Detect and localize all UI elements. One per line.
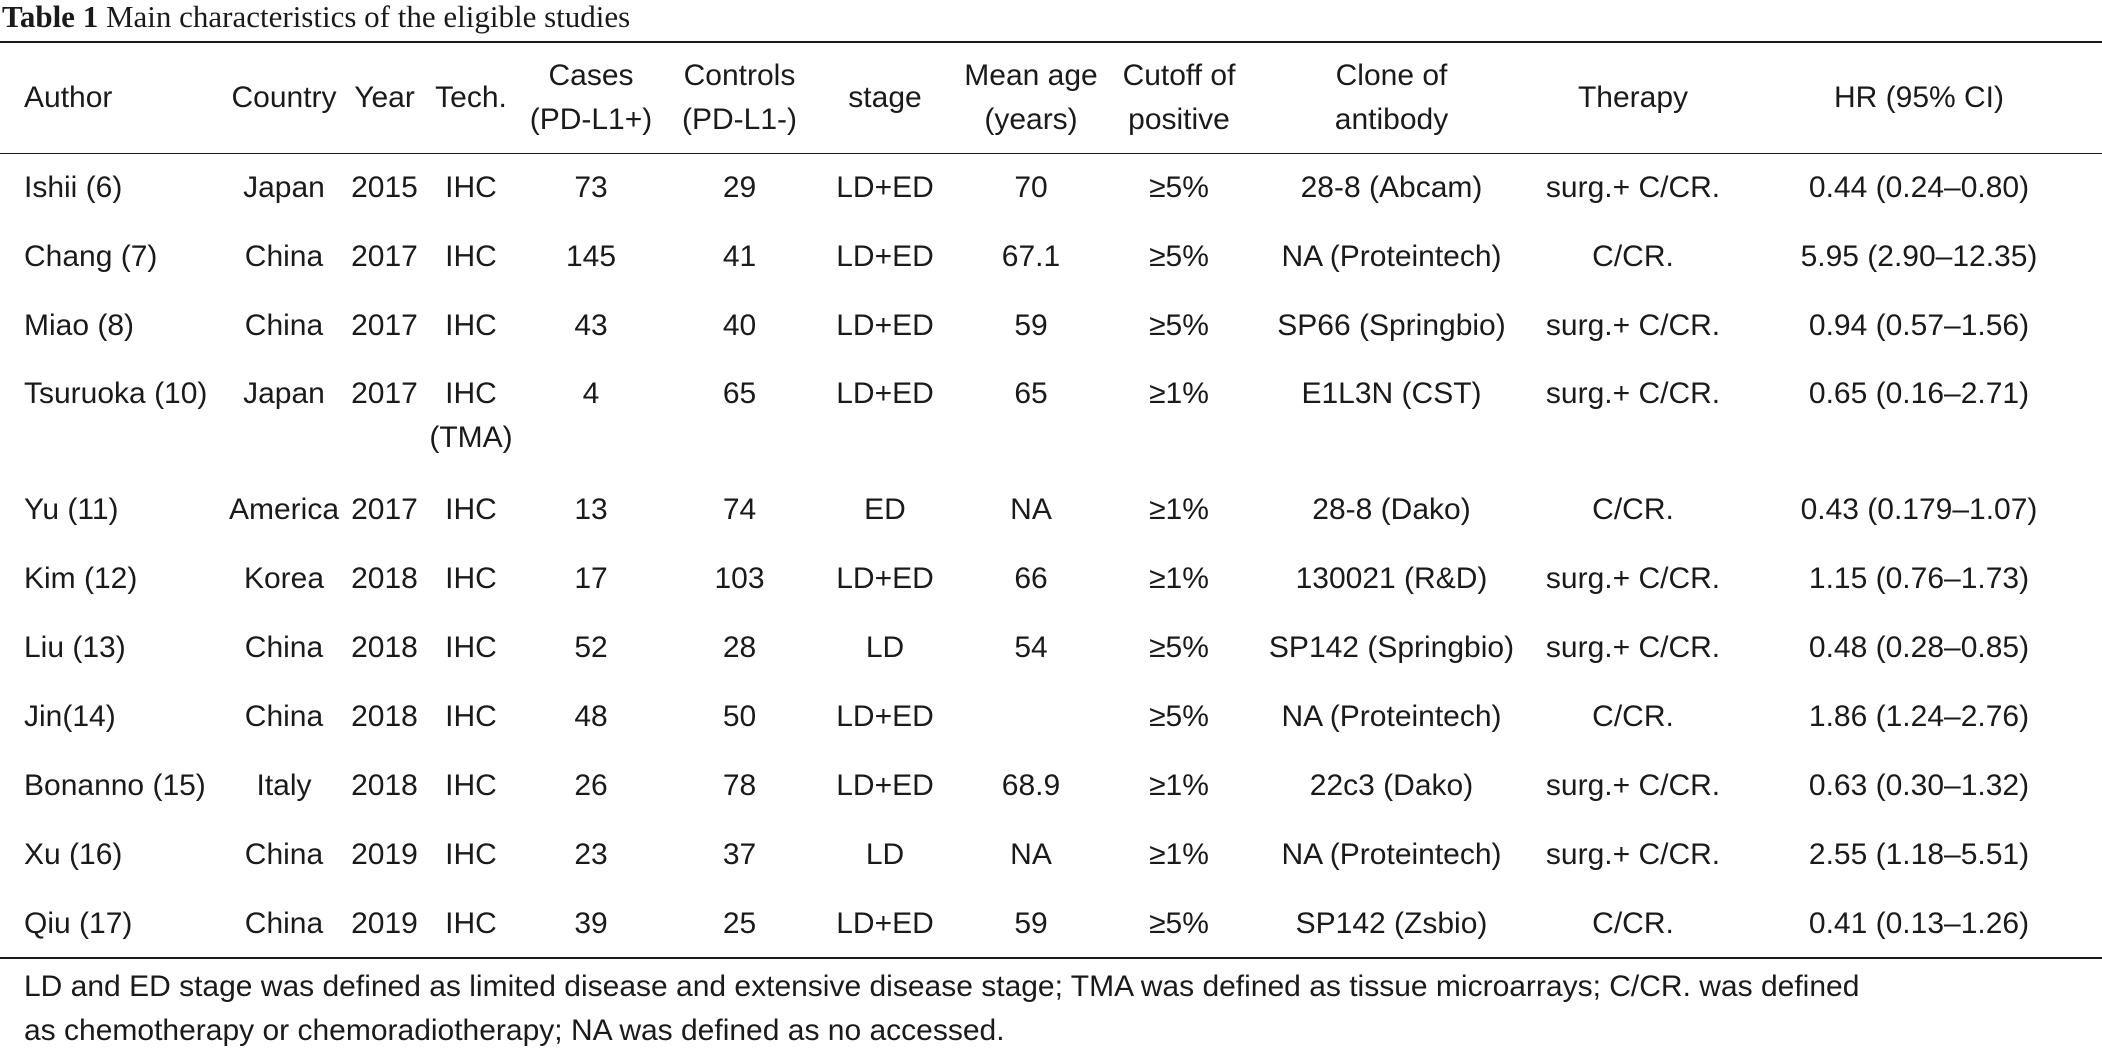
cell-cases: 73	[574, 170, 608, 204]
header-controls: Controls (PD-L1-)	[681, 58, 797, 136]
cell-therapy: C/CR.	[1592, 906, 1674, 940]
cell-cutoff: ≥1%	[1149, 492, 1209, 526]
table-row	[0, 222, 2102, 291]
cell-controls: 50	[722, 699, 757, 733]
cell-tech: IHC	[445, 906, 497, 940]
cell-cutoff: ≥1%	[1149, 377, 1209, 410]
cell-year: 2017	[351, 239, 418, 273]
cell-clone: 28-8 (Dako)	[1312, 492, 1471, 526]
table-row	[0, 544, 2102, 613]
table-row	[0, 291, 2102, 360]
cell-cases: 23	[574, 837, 608, 871]
cell-tech: IHC	[445, 492, 497, 526]
table-row	[0, 889, 2102, 958]
cell-cutoff: ≥5%	[1149, 699, 1209, 733]
cell-controls: 29	[722, 170, 757, 204]
cell-country: Korea	[243, 561, 325, 595]
cell-country: China	[244, 239, 324, 273]
cell-clone: 28-8 (Abcam)	[1300, 170, 1483, 204]
cell-mean-age: NA	[1010, 492, 1052, 526]
cell-year: 2017	[351, 377, 418, 410]
cell-hr: 0.44 (0.24–0.80)	[1808, 170, 2030, 204]
cell-hr: 0.94 (0.57–1.56)	[1808, 308, 2030, 342]
cell-cases: 13	[574, 492, 608, 526]
cell-clone: SP142 (Zsbio)	[1295, 906, 1488, 940]
header-clone: Clone of antibody	[1334, 58, 1449, 136]
cell-country: China	[244, 630, 324, 664]
cell-author: Jin(14)	[24, 699, 116, 733]
cell-tech: IHC	[445, 630, 497, 664]
cell-stage: LD+ED	[836, 906, 934, 940]
cell-therapy: surg.+ C/CR.	[1545, 308, 1721, 342]
header-year: Year	[354, 80, 415, 114]
cell-hr: 0.43 (0.179–1.07)	[1800, 492, 2038, 526]
table-row	[0, 820, 2102, 889]
table-header-row	[0, 42, 2102, 153]
cell-mean-age: 65	[1014, 377, 1048, 410]
cell-controls: 41	[722, 239, 757, 273]
cell-hr: 1.86 (1.24–2.76)	[1808, 699, 2030, 733]
cell-mean-age: 67.1	[1001, 239, 1061, 273]
table-body	[0, 153, 2102, 958]
cell-year: 2017	[351, 492, 418, 526]
cell-tech: IHC	[445, 837, 497, 871]
cell-author: Ishii (6)	[24, 170, 123, 204]
cell-therapy: surg.+ C/CR.	[1545, 768, 1721, 802]
cell-author: Bonanno (15)	[24, 768, 206, 802]
header-author: Author	[24, 80, 113, 114]
cell-therapy: surg.+ C/CR.	[1545, 377, 1721, 410]
cell-cutoff: ≥5%	[1149, 170, 1209, 204]
cell-author: Tsuruoka (10)	[24, 377, 208, 410]
cell-country: China	[244, 837, 324, 871]
header-stage: stage	[848, 80, 922, 114]
cell-tech: IHC	[445, 768, 497, 802]
cell-year: 2018	[351, 768, 418, 802]
cell-cases: 26	[574, 768, 608, 802]
cell-author: Kim (12)	[24, 561, 138, 595]
table-row	[0, 751, 2102, 820]
cell-controls: 65	[722, 377, 757, 410]
table-row	[0, 153, 2102, 222]
cell-controls: 28	[722, 630, 757, 664]
cell-mean-age: 68.9	[1001, 768, 1061, 802]
table-caption-text: Main characteristics of the eligible studies	[105, 0, 631, 34]
cell-cases: 39	[574, 906, 608, 940]
cell-author: Miao (8)	[24, 308, 135, 342]
cell-clone: SP142 (Springbio)	[1268, 630, 1515, 664]
cell-author: Liu (13)	[24, 630, 126, 664]
cell-year: 2017	[351, 308, 418, 342]
cell-country: America	[228, 492, 340, 526]
cell-year: 2018	[351, 699, 418, 733]
cell-author: Qiu (17)	[24, 906, 133, 940]
cell-hr: 2.55 (1.18–5.51)	[1808, 837, 2030, 871]
cell-country: China	[244, 906, 324, 940]
cell-therapy: surg.+ C/CR.	[1545, 170, 1721, 204]
cell-controls: 37	[722, 837, 757, 871]
cell-clone: NA (Proteintech)	[1281, 239, 1502, 273]
cell-cutoff: ≥5%	[1149, 239, 1209, 273]
cell-country: Japan	[243, 170, 325, 204]
header-mean-age: Mean age (years)	[964, 58, 1098, 136]
cell-clone: NA (Proteintech)	[1281, 837, 1502, 871]
cell-stage: LD	[865, 630, 905, 664]
cell-clone: NA (Proteintech)	[1281, 699, 1502, 733]
cell-tech: IHC	[445, 699, 497, 733]
cell-therapy: C/CR.	[1592, 492, 1674, 526]
cell-stage: LD+ED	[836, 768, 934, 802]
cell-hr: 0.41 (0.13–1.26)	[1808, 906, 2030, 940]
cell-clone: E1L3N (CST)	[1301, 377, 1482, 410]
cell-country: China	[244, 308, 324, 342]
cell-cutoff: ≥1%	[1149, 561, 1209, 595]
cell-cases: 48	[574, 699, 608, 733]
cell-year: 2018	[351, 630, 418, 664]
cell-mean-age: 54	[1014, 630, 1048, 664]
cell-country: Italy	[256, 768, 312, 802]
cell-controls: 78	[722, 768, 757, 802]
studies-table	[0, 42, 2102, 958]
cell-country: Japan	[243, 377, 325, 410]
table-caption-label: Table 1	[2, 0, 99, 34]
header-therapy: Therapy	[1577, 80, 1689, 114]
cell-author: Yu (11)	[24, 492, 119, 526]
cell-mean-age: 70	[1014, 170, 1048, 204]
cell-year: 2018	[351, 561, 418, 595]
cell-hr: 0.65 (0.16–2.71)	[1808, 377, 2030, 410]
cell-tech: IHC	[445, 308, 497, 342]
cell-clone: 130021 (R&D)	[1295, 561, 1488, 595]
cell-hr: 0.63 (0.30–1.32)	[1808, 768, 2030, 802]
table-row	[0, 613, 2102, 682]
cell-hr: 5.95 (2.90–12.35)	[1800, 239, 2038, 273]
cell-stage: LD+ED	[836, 377, 934, 410]
cell-year: 2015	[351, 170, 418, 204]
footnote-line: as chemotherapy or chemoradiotherapy; NA was defined as no accessed.	[24, 1014, 1005, 1047]
cell-stage: LD+ED	[836, 170, 934, 204]
cell-controls: 40	[722, 308, 757, 342]
table-footnote	[24, 965, 2084, 1053]
cell-country: China	[244, 699, 324, 733]
cell-cases: 17	[574, 561, 608, 595]
cell-cases: 145	[565, 239, 617, 273]
cell-stage: LD+ED	[836, 239, 934, 273]
footnote-line: LD and ED stage was defined as limited disease and extensive disease stage; TMA was defined as tissue microarrays; C/CR. was defined	[24, 970, 1860, 1003]
cell-stage: LD	[865, 837, 905, 871]
cell-controls: 25	[722, 906, 757, 940]
cell-therapy: C/CR.	[1592, 699, 1674, 733]
header-tech: Tech.	[435, 80, 507, 114]
table-row	[0, 360, 2102, 475]
cell-mean-age: 59	[1014, 308, 1048, 342]
cell-tech: IHC	[445, 239, 497, 273]
cell-cutoff: ≥1%	[1149, 837, 1209, 871]
table-row	[0, 475, 2102, 544]
table-caption	[2, 0, 630, 40]
cell-cutoff: ≥1%	[1149, 768, 1209, 802]
cell-tech: IHC (TMA)	[429, 377, 513, 454]
cell-author: Chang (7)	[24, 239, 158, 273]
cell-stage: LD+ED	[836, 699, 934, 733]
cell-cases: 43	[574, 308, 608, 342]
cell-tech: IHC	[445, 561, 497, 595]
cell-controls: 74	[722, 492, 757, 526]
table-bottom-rule	[0, 957, 2102, 959]
cell-therapy: surg.+ C/CR.	[1545, 837, 1721, 871]
cell-stage: ED	[864, 492, 906, 526]
cell-clone: 22c3 (Dako)	[1309, 768, 1474, 802]
table-row	[0, 682, 2102, 751]
cell-cases: 52	[574, 630, 608, 664]
cell-therapy: surg.+ C/CR.	[1545, 630, 1721, 664]
cell-mean-age	[957, 682, 1105, 751]
cell-mean-age: 59	[1014, 906, 1048, 940]
cell-mean-age: NA	[1010, 837, 1052, 871]
cell-stage: LD+ED	[836, 308, 934, 342]
header-divider-rule	[0, 153, 2102, 154]
cell-year: 2019	[351, 837, 418, 871]
header-country: Country	[231, 80, 337, 114]
cell-hr: 0.48 (0.28–0.85)	[1808, 630, 2030, 664]
cell-cutoff: ≥5%	[1149, 906, 1209, 940]
cell-controls: 103	[714, 561, 765, 595]
cell-therapy: surg.+ C/CR.	[1545, 561, 1721, 595]
cell-cutoff: ≥5%	[1149, 308, 1209, 342]
cell-year: 2019	[351, 906, 418, 940]
cell-stage: LD+ED	[836, 561, 934, 595]
cell-clone: SP66 (Springbio)	[1277, 308, 1506, 342]
cell-cases: 4	[582, 377, 600, 410]
header-cases: Cases (PD-L1+)	[529, 58, 653, 136]
header-cutoff: Cutoff of positive	[1122, 58, 1236, 136]
cell-mean-age: 66	[1014, 561, 1048, 595]
cell-hr: 1.15 (0.76–1.73)	[1808, 561, 2030, 595]
cell-author: Xu (16)	[24, 837, 123, 871]
cell-cutoff: ≥5%	[1149, 630, 1209, 664]
header-hr: HR (95% CI)	[1833, 80, 2005, 114]
cell-tech: IHC	[445, 170, 497, 204]
cell-therapy: C/CR.	[1592, 239, 1674, 273]
